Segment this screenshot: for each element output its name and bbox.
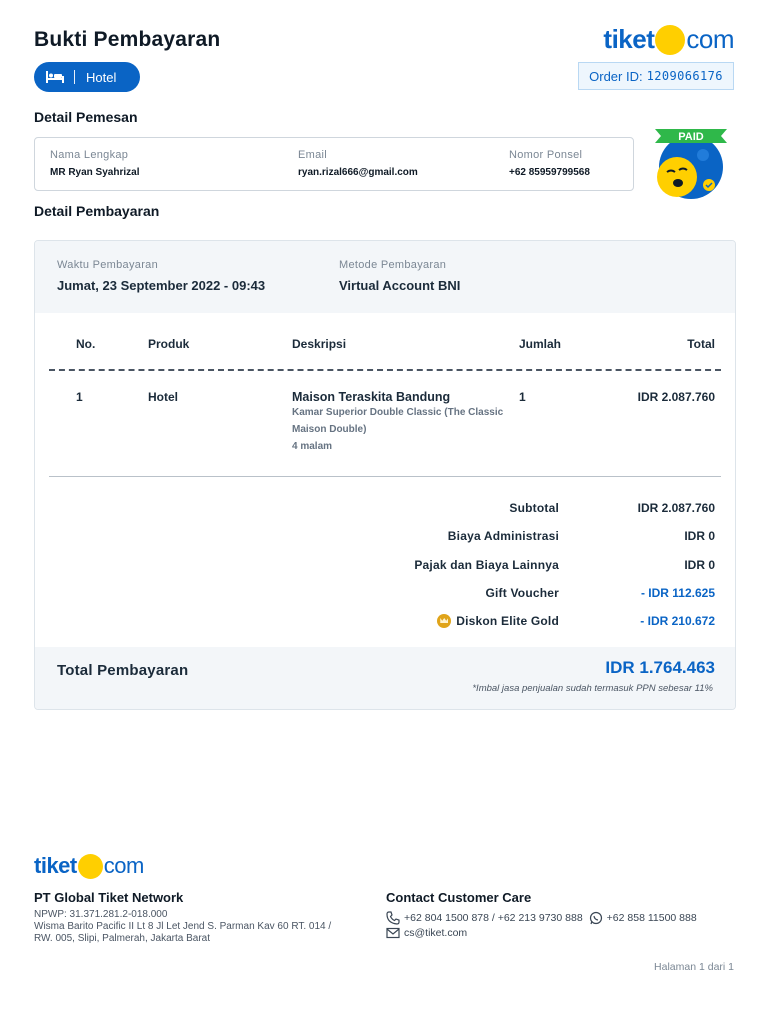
badge-label: Hotel [86,69,117,85]
payment-time-value: Jumat, 23 September 2022 - 09:43 [57,278,266,293]
name-label: Nama Lengkap [50,149,129,161]
name-value: MR Ryan Syahrizal [50,167,140,178]
company-address-line1: Wisma Barito Pacific II Lt 8 Jl Let Jend S. Parman Kav 60 RT. 014 / [34,921,332,932]
payment-time-field [57,259,265,293]
gift-voucher-value: - IDR 112.625 [640,586,715,600]
elite-discount-value: - IDR 210.672 [640,614,715,628]
admin-fee-value: IDR 0 [684,529,715,543]
whatsapp-icon [589,911,603,925]
email-value: ryan.rizal666@gmail.com [298,167,418,178]
col-header-description: Deskripsi [292,337,347,351]
order-id-box [578,62,734,90]
payment-time-label: Waktu Pembayaran [57,259,158,271]
section-title-pemesan: Detail Pemesan [34,109,138,125]
table-divider-solid [49,476,721,477]
logo-suffix: com [686,24,734,54]
order-id-value: 1209066176 [646,69,723,83]
subtotal-label: Subtotal [509,501,559,515]
payment-method-label: Metode Pembayaran [339,259,447,271]
crown-icon [437,614,451,628]
company-name: PT Global Tiket Network [34,890,184,905]
total-bar [35,647,735,710]
phone-field [509,149,590,178]
tiket-logo-footer [34,853,144,879]
logo-dot-icon [655,25,685,55]
page-title: Bukti Pembayaran [34,28,221,51]
row-desc-line2: Maison Double) [292,424,367,435]
logo-word-footer: tiket [34,853,77,878]
customer-care-phones [386,911,697,925]
phone-icon [386,911,400,925]
row-desc-title: Maison Teraskita Bandung [292,390,451,404]
payment-header [35,241,735,313]
name-field [50,149,139,178]
row-no: 1 [76,390,83,404]
customer-care-title: Contact Customer Care [386,890,532,905]
tax-label: Pajak dan Biaya Lainnya [414,558,559,572]
logo-suffix-footer: com [103,853,144,878]
bed-icon [46,71,64,83]
elite-discount-row [437,614,559,628]
row-qty: 1 [519,390,526,404]
tiket-logo [603,24,734,55]
admin-fee-label: Biaya Administrasi [447,529,559,543]
elite-discount-label: Diskon Elite Gold [456,614,559,628]
row-product: Hotel [148,390,178,404]
customer-care-email [386,927,467,939]
table-divider-dashed [49,369,721,371]
company-info [34,909,354,945]
product-badge [34,62,140,92]
company-npwp: NPWP: 31.371.281.2-018.000 [34,909,168,920]
phone-label: Nomor Ponsel [509,149,583,161]
payment-method-field [339,259,460,293]
mail-icon [386,927,400,939]
row-total: IDR 2.087.760 [637,390,715,404]
col-header-product: Produk [148,337,190,351]
page-number: Halaman 1 dari 1 [654,961,734,973]
whatsapp-number: +62 858 11500 888 [606,912,697,924]
order-id-label: Order ID: [589,68,643,84]
phone-value: +62 85959799568 [509,167,590,178]
phone-numbers: +62 804 1500 878 / +62 213 9730 888 [404,912,583,924]
col-header-no: No. [76,337,96,351]
logo-word: tiket [603,24,655,54]
email-label: Email [298,149,328,161]
company-address-line2: RW. 005, Slipi, Palmerah, Jakarta Barat [34,933,211,944]
payment-method-value: Virtual Account BNI [339,278,461,293]
badge-divider [74,70,75,84]
tax-value: IDR 0 [684,558,715,572]
col-header-total: Total [687,337,715,351]
paid-stamp-text: PAID [678,131,704,143]
section-title-pembayaran: Detail Pembayaran [34,203,160,219]
total-note: *Imbal jasa penjualan sudah termasuk PPN sebesar 11% [472,683,713,694]
payment-card [34,240,736,710]
total-label: Total Pembayaran [57,662,189,679]
subtotal-value: IDR 2.087.760 [637,501,715,515]
row-desc-line1: Kamar Superior Double Classic (The Classic [292,407,504,418]
total-value: IDR 1.764.463 [605,658,715,677]
row-desc-line3: 4 malam [292,441,333,452]
email-field [298,149,418,178]
email-address: cs@tiket.com [404,927,468,939]
pemesan-card [34,137,634,191]
gift-voucher-label: Gift Voucher [485,586,559,600]
logo-dot-icon [78,854,103,879]
col-header-qty: Jumlah [519,337,562,351]
paid-stamp-icon [651,125,731,203]
